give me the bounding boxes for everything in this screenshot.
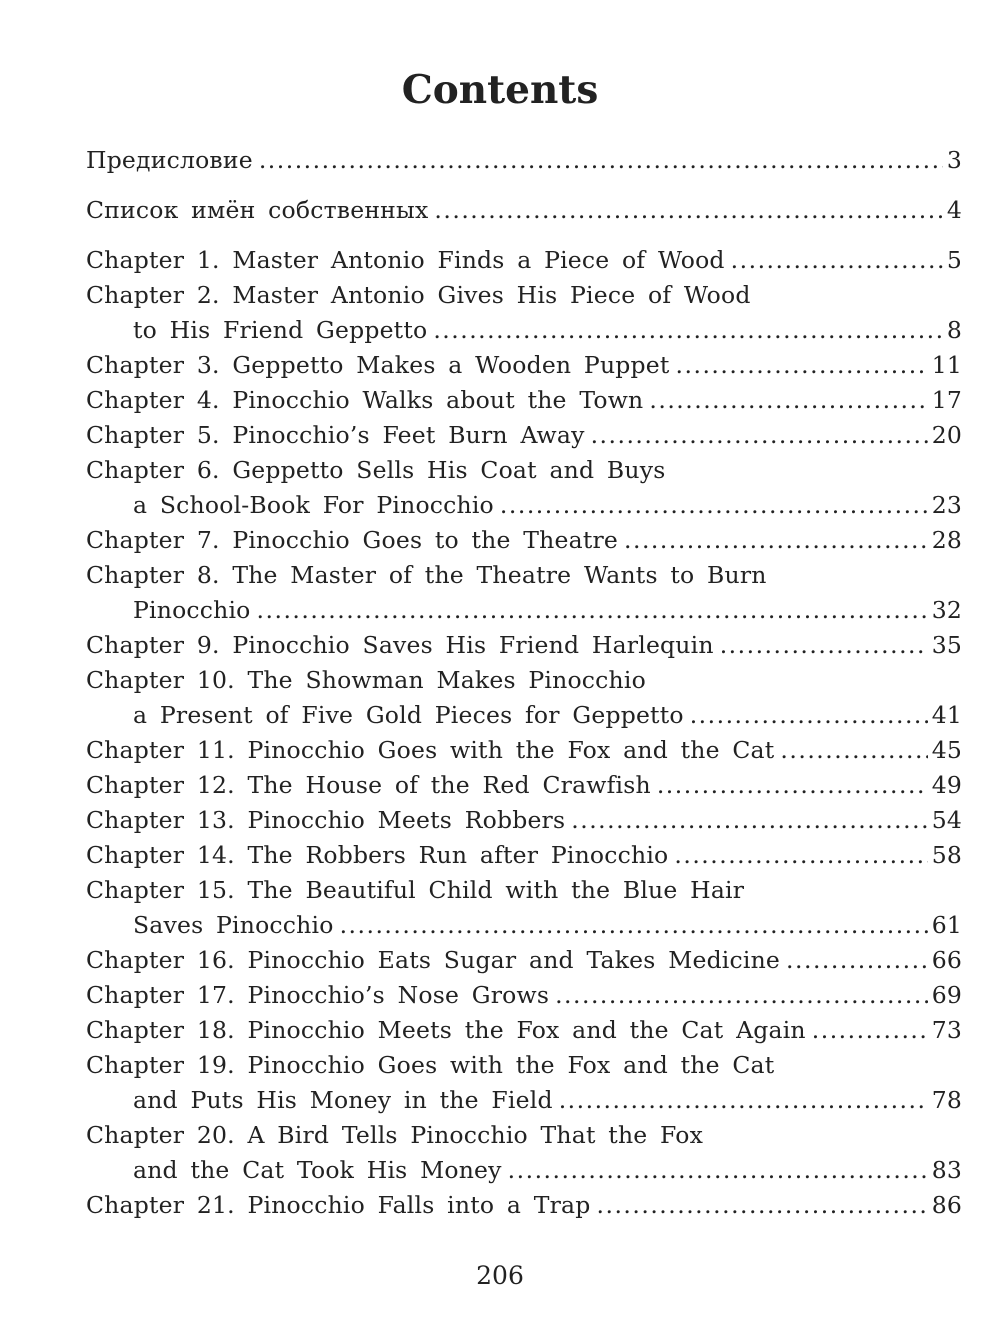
- toc-page-number: 20: [931, 421, 962, 449]
- toc-page-number: 54: [931, 806, 962, 834]
- toc-entry-line: [86, 1048, 962, 1083]
- dot-leader: [257, 593, 928, 628]
- toc-entry-line: [86, 1188, 962, 1223]
- toc-entry[interactable]: [86, 383, 962, 418]
- toc-entry-title: Chapter 2. Master Antonio Gives His Piece of Wood: [86, 281, 751, 309]
- toc-page-number: 35: [931, 631, 962, 659]
- dot-leader: [434, 193, 942, 228]
- toc-entry[interactable]: [86, 628, 962, 663]
- toc-entry-line: [86, 593, 962, 628]
- dot-leader: [591, 418, 928, 453]
- dot-leader: [559, 1083, 928, 1118]
- toc-page-number: 83: [931, 1156, 962, 1184]
- toc-page-number: 8: [946, 316, 962, 344]
- toc-entry[interactable]: [86, 803, 962, 838]
- toc-entry-line: [86, 558, 962, 593]
- toc-entry-title: Chapter 4. Pinocchio Walks about the Town: [86, 386, 644, 414]
- toc-entry-line: [86, 278, 962, 313]
- toc-entry-line: [86, 523, 962, 558]
- toc-entry-title: Chapter 19. Pinocchio Goes with the Fox and the Cat: [86, 1051, 775, 1079]
- toc-entry-title: and Puts His Money in the Field: [133, 1086, 553, 1114]
- toc-entry[interactable]: [86, 348, 962, 383]
- toc-entry-line: [86, 1118, 962, 1153]
- toc-entry-line: [86, 143, 962, 178]
- toc-entry[interactable]: [86, 1118, 962, 1188]
- toc-entry-line: [86, 348, 962, 383]
- toc-entry-line: [86, 243, 962, 278]
- dot-leader: [555, 978, 928, 1013]
- toc-entry-line: [86, 1013, 962, 1048]
- toc-entry-title: Chapter 21. Pinocchio Falls into a Trap: [86, 1191, 591, 1219]
- toc-entry-line: [86, 628, 962, 663]
- toc-entry-line: [86, 313, 962, 348]
- toc-entry-title: Chapter 5. Pinocchio’s Feet Burn Away: [86, 421, 585, 449]
- toc-entry-line: [86, 943, 962, 978]
- toc-entry[interactable]: [86, 1013, 962, 1048]
- toc-entry[interactable]: [86, 558, 962, 628]
- toc-page-number: 3: [946, 146, 962, 174]
- table-of-contents: [86, 143, 962, 1223]
- toc-page-number: 78: [931, 1086, 962, 1114]
- dot-leader: [597, 1188, 928, 1223]
- toc-entry-title: Chapter 15. The Beautiful Child with the Blue Hair: [86, 876, 745, 904]
- toc-entry[interactable]: [86, 243, 962, 278]
- toc-page-number: 69: [931, 981, 962, 1009]
- toc-entry-title: Chapter 20. A Bird Tells Pinocchio That the Fox: [86, 1121, 704, 1149]
- toc-entry-line: [86, 698, 962, 733]
- page-number: 206: [476, 1261, 524, 1290]
- toc-page-number: 61: [931, 911, 962, 939]
- dot-leader: [720, 628, 928, 663]
- toc-entry-line: [86, 978, 962, 1013]
- toc-entry-title: Chapter 12. The House of the Red Crawfish: [86, 771, 651, 799]
- dot-leader: [340, 908, 928, 943]
- toc-entry-line: [86, 1083, 962, 1118]
- toc-entry-title: Saves Pinocchio: [133, 911, 334, 939]
- toc-page-number: 58: [931, 841, 962, 869]
- toc-entry[interactable]: [86, 278, 962, 348]
- toc-page-number: 73: [931, 1016, 962, 1044]
- dot-leader: [676, 348, 928, 383]
- toc-entry-line: [86, 383, 962, 418]
- toc-entry-title: Chapter 14. The Robbers Run after Pinocchio: [86, 841, 669, 869]
- toc-page-number: 5: [946, 246, 962, 274]
- toc-entry-line: [86, 193, 962, 228]
- toc-entry[interactable]: [86, 943, 962, 978]
- toc-entry-title: to His Friend Geppetto: [133, 316, 428, 344]
- toc-page-number: 86: [931, 1191, 962, 1219]
- toc-entry[interactable]: [86, 838, 962, 873]
- toc-entry-line: [86, 908, 962, 943]
- dot-leader: [259, 143, 943, 178]
- toc-entry[interactable]: [86, 1048, 962, 1118]
- toc-entry-title: Chapter 3. Geppetto Makes a Wooden Puppet: [86, 351, 670, 379]
- toc-entry[interactable]: [86, 978, 962, 1013]
- dot-leader: [674, 838, 927, 873]
- toc-page-number: 32: [931, 596, 962, 624]
- toc-entry[interactable]: [86, 523, 962, 558]
- toc-entry-line: [86, 733, 962, 768]
- dot-leader: [649, 383, 927, 418]
- toc-entry-line: [86, 768, 962, 803]
- toc-entry-line: [86, 803, 962, 838]
- toc-entry-line: [86, 838, 962, 873]
- toc-entry-title: Chapter 18. Pinocchio Meets the Fox and the Cat Again: [86, 1016, 806, 1044]
- dot-leader: [433, 313, 943, 348]
- dot-leader: [690, 698, 928, 733]
- toc-entry-line: [86, 453, 962, 488]
- dot-leader: [812, 1013, 928, 1048]
- dot-leader: [500, 488, 928, 523]
- dot-leader: [508, 1153, 928, 1188]
- toc-entry-title: and the Cat Took His Money: [133, 1156, 502, 1184]
- toc-entry-title: Chapter 17. Pinocchio’s Nose Grows: [86, 981, 550, 1009]
- toc-page-number: 28: [931, 526, 962, 554]
- toc-entry-line: [86, 1153, 962, 1188]
- toc-entry-title: Chapter 8. The Master of the Theatre Wants to Burn: [86, 561, 767, 589]
- toc-page-number: 45: [931, 736, 962, 764]
- toc-entry[interactable]: [86, 143, 962, 178]
- dot-leader: [786, 943, 928, 978]
- toc-page-number: 49: [931, 771, 962, 799]
- toc-entry-title: Chapter 11. Pinocchio Goes with the Fox and the Cat: [86, 736, 775, 764]
- toc-entry[interactable]: [86, 663, 962, 733]
- toc-entry[interactable]: [86, 768, 962, 803]
- toc-entry-title: Chapter 10. The Showman Makes Pinocchio: [86, 666, 646, 694]
- toc-entry-title: Chapter 13. Pinocchio Meets Robbers: [86, 806, 566, 834]
- dot-leader: [571, 803, 927, 838]
- dot-leader: [657, 768, 928, 803]
- toc-entry[interactable]: [86, 873, 962, 943]
- toc-page-number: 17: [931, 386, 962, 414]
- toc-entry[interactable]: [86, 453, 962, 523]
- dot-leader: [780, 733, 927, 768]
- toc-entry-title: Pinocchio: [133, 596, 251, 624]
- toc-entry-title: Chapter 7. Pinocchio Goes to the Theatre: [86, 526, 619, 554]
- toc-entry-title: Chapter 6. Geppetto Sells His Coat and Buys: [86, 456, 666, 484]
- toc-page-number: 66: [931, 946, 962, 974]
- toc-page-number: 11: [931, 351, 962, 379]
- toc-entry-title: Chapter 1. Master Antonio Finds a Piece of Wood: [86, 246, 725, 274]
- toc-entry[interactable]: [86, 418, 962, 453]
- dot-leader: [731, 243, 943, 278]
- toc-page-number: 4: [946, 196, 962, 224]
- toc-entry-line: [86, 488, 962, 523]
- toc-entry-title: Chapter 9. Pinocchio Saves His Friend Harlequin: [86, 631, 714, 659]
- toc-entry[interactable]: [86, 1188, 962, 1223]
- toc-entry-title: Список имён собственных: [86, 196, 429, 224]
- toc-entry[interactable]: [86, 733, 962, 768]
- toc-entry-title: a School-Book For Pinocchio: [133, 491, 494, 519]
- toc-entry-line: [86, 418, 962, 453]
- page-title: Contents: [401, 67, 599, 113]
- dot-leader: [624, 523, 928, 558]
- toc-entry-title: a Present of Five Gold Pieces for Geppetto: [133, 701, 684, 729]
- toc-entry-line: [86, 663, 962, 698]
- toc-page-number: 23: [931, 491, 962, 519]
- toc-entry-title: Предисловие: [86, 146, 253, 174]
- toc-page-number: 41: [931, 701, 962, 729]
- toc-entry[interactable]: [86, 193, 962, 228]
- toc-entry-line: [86, 873, 962, 908]
- toc-entry-title: Chapter 16. Pinocchio Eats Sugar and Takes Medicine: [86, 946, 781, 974]
